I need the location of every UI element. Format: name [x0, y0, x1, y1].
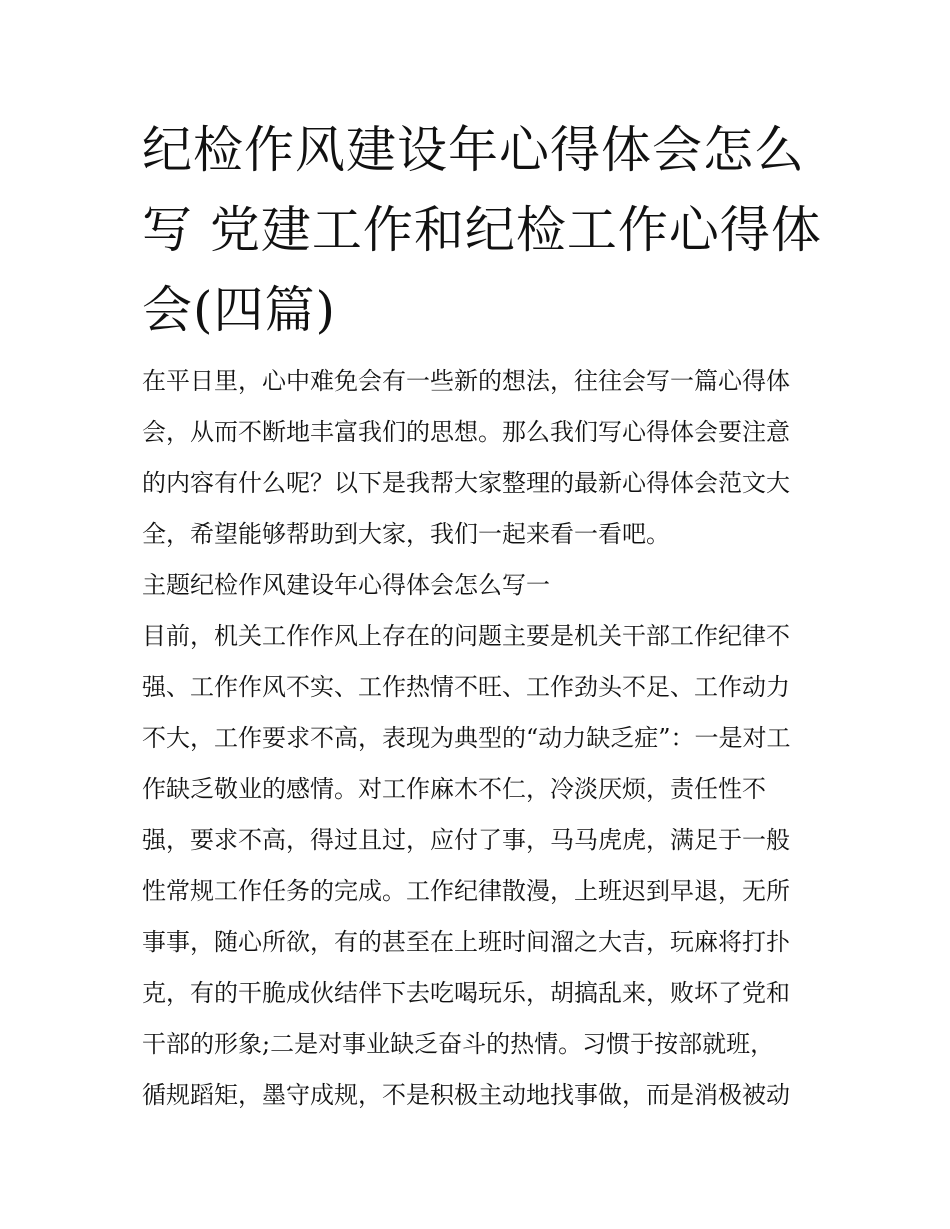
intro-line: 会，从而不断地丰富我们的思想。那么我们写心得体会要注意: [142, 418, 790, 446]
paragraph-line: 循规蹈矩，墨守成规，不是积极主动地找事做，而是消极被动: [142, 1081, 790, 1109]
paragraph-line: 作缺乏敬业的感情。对工作麻木不仁，冷淡厌烦，责任性不: [142, 775, 766, 803]
paragraph-line: 事事，随心所欲，有的甚至在上班时间溜之大吉，玩麻将打扑: [142, 928, 790, 956]
intro-line: 的内容有什么呢？以下是我帮大家整理的最新心得体会范文大: [142, 469, 790, 497]
paragraph-line: 强，要求不高，得过且过，应付了事，马马虎虎，满足于一般: [142, 826, 790, 854]
intro-line: 在平日里，心中难免会有一些新的想法，往往会写一篇心得体: [142, 367, 790, 395]
title-line: 写 党建工作和纪检工作心得体: [142, 201, 822, 259]
document-body: [142, 356, 822, 1121]
paragraph-line: 性常规工作任务的完成。工作纪律散漫，上班迟到早退，无所: [142, 877, 790, 905]
section-heading: 主题纪检作风建设年心得体会怎么写一: [142, 571, 550, 599]
paragraph-line: 克，有的干脆成伙结伴下去吃喝玩乐，胡搞乱来，败坏了党和: [142, 979, 790, 1007]
paragraph-line: 目前，机关工作作风上存在的问题主要是机关干部工作纪律不: [142, 622, 790, 650]
document-title: [142, 110, 822, 350]
title-line: 纪检作风建设年心得体会怎么: [142, 121, 805, 179]
title-line: 会(四篇): [142, 281, 337, 339]
paragraph-line: 强、工作作风不实、工作热情不旺、工作劲头不足、工作动力: [142, 673, 790, 701]
paragraph-line: 不大，工作要求不高，表现为典型的“动力缺乏症”：一是对工: [142, 724, 791, 752]
paragraph-line: 干部的形象;二是对事业缺乏奋斗的热情。习惯于按部就班，: [142, 1030, 775, 1058]
intro-line: 全，希望能够帮助到大家，我们一起来看一看吧。: [142, 520, 670, 548]
